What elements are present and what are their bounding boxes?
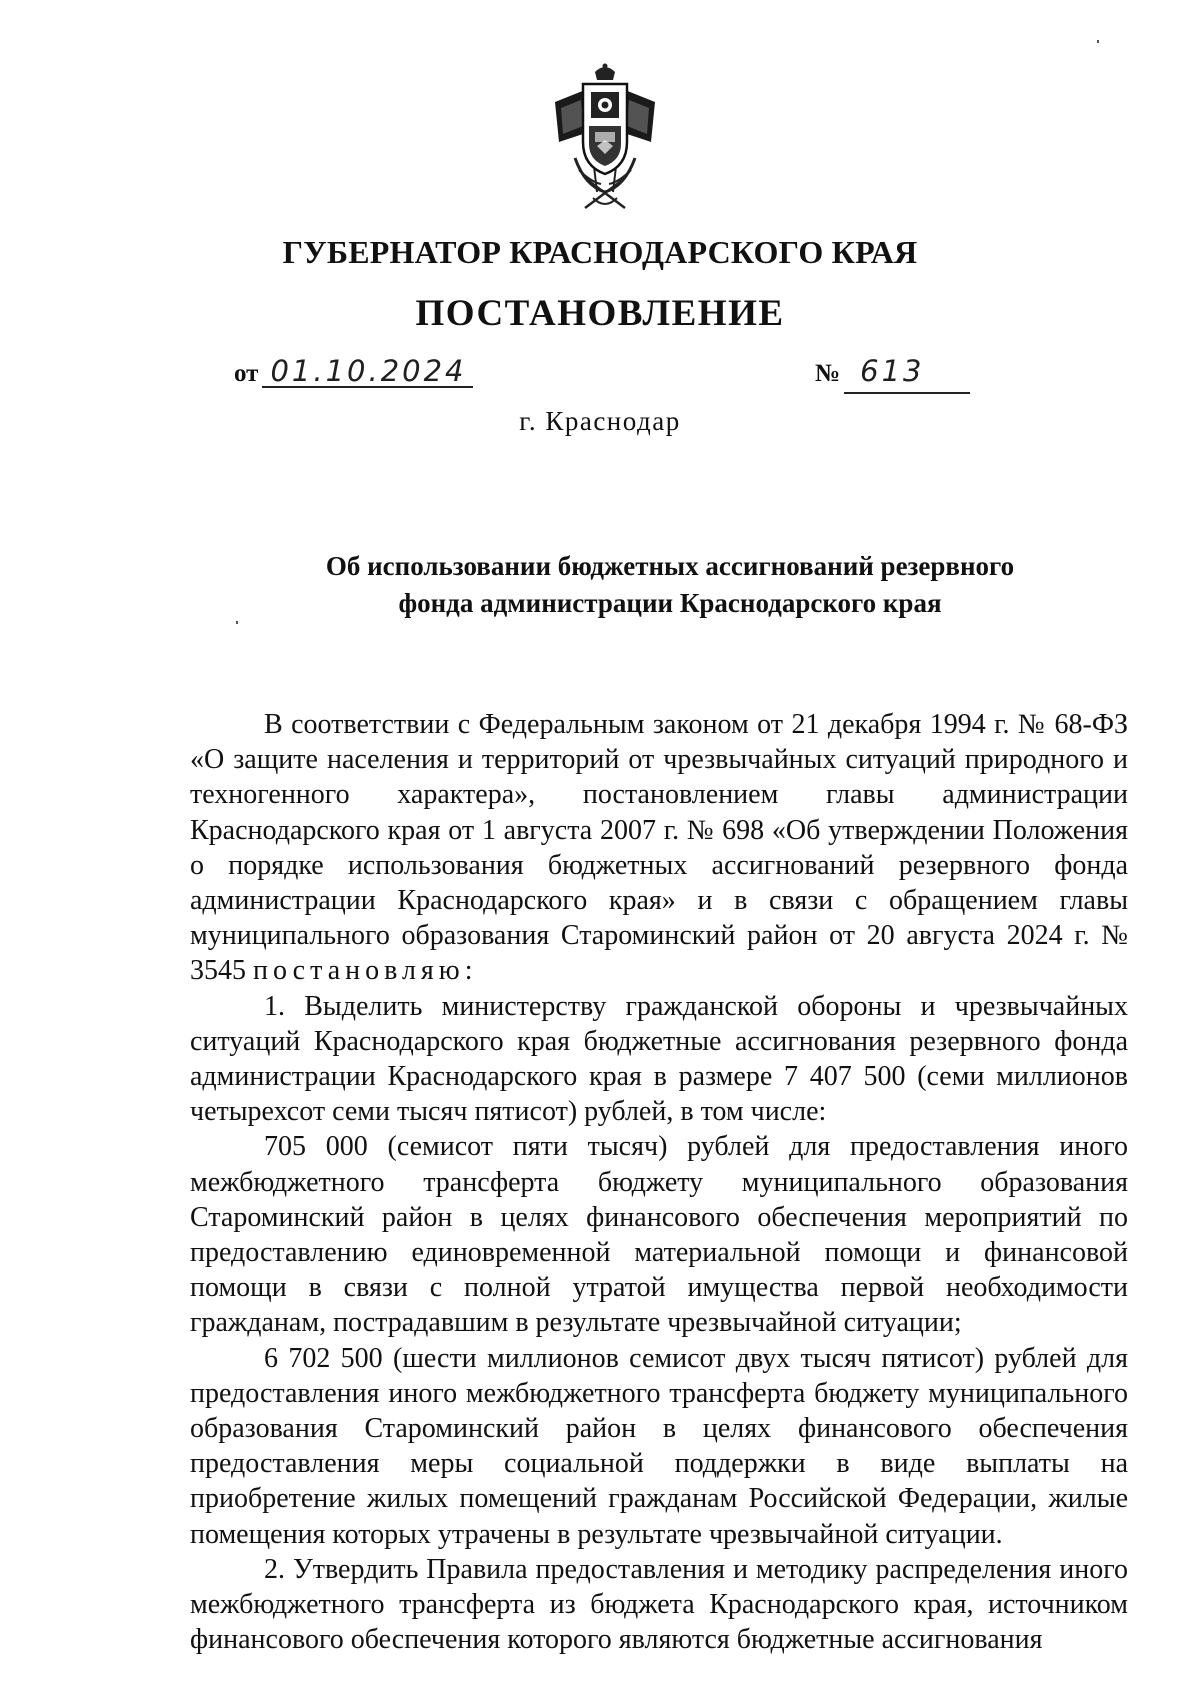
document-date [234, 356, 494, 396]
date-value: 01.10.2024 [262, 356, 472, 388]
place-of-issue: г. Краснодар [519, 406, 681, 436]
scan-speck [236, 621, 238, 624]
document-type-heading: ПОСТАНОВЛЕНИЕ [415, 293, 785, 334]
paragraph-preamble [190, 707, 1128, 989]
number-label: № [815, 360, 841, 387]
document-number [815, 356, 995, 396]
title-line-2: фонда администрации Краснодарского края [398, 588, 942, 618]
paragraph-item-2: 2. Утвердить Правила предоставления и методику распределения иного межбюджетного трансферта из бюджета Краснодарского края, источником финансового обеспечения которого являются бюджетные ассигнования [190, 1553, 1128, 1656]
preamble-text: В соответствии с Федеральным законом от 21 декабря 1994 г. № 68-ФЗ «О защите населения и территорий от чрезвычайных ситуаций природного и техногенного характера», постановлением главы администрации Краснодарского края от 1 августа 2007 г. № 698 «Об утверждении Положения о порядке использования бюджетных ассигнований резервного фонда администрации Краснодарского края» и в связи с обращением главы муниципального образования Староминский район от 20 августа 2024 г. № 3545 [190, 709, 1128, 987]
scan-speck [1097, 40, 1099, 43]
paragraph-item-1: 1. Выделить министерству гражданской обороны и чрезвычайных ситуаций Краснодарского края бюджетные ассигнования резервного фонда администрации Краснодарского края в размере 7 407 500 (семи миллионов четырехсот семи тысяч пятисот) рублей, в том числе: [190, 990, 1128, 1128]
date-label: от [234, 360, 259, 387]
number-field [844, 356, 970, 394]
title-line-1: Об использовании бюджетных ассигнований резервного [325, 551, 1015, 581]
paragraph-allocation-1: 705 000 (семисот пяти тысяч) рублей для предоставления иного межбюджетного трансферта бюджету муниципального образования Староминский район в целях финансового обеспечения мероприятий по предоставлению единовременной материальной помощи и финансовой помощи в связи с полной утратой имущества первой необходимости гражданам, пострадавшим в результате чрезвычайной ситуации; [190, 1131, 1128, 1339]
paragraph-allocation-2: 6 702 500 (шести миллионов семисот двух тысяч пятисот) рублей для предоставления иного межбюджетного трансферта бюджету муниципального образования Староминский район в целях финансового обеспечения предоставления меры социальной поддержки в виде выплаты на приобретение жилых помещений гражданам Российской Федерации, жилые помещения которых утрачены в результате чрезвычайной ситуации. [190, 1342, 1128, 1550]
number-value: 613 [860, 354, 925, 388]
document-body [190, 707, 1128, 1657]
preamble-decree-word: постановляю: [253, 955, 478, 987]
document-title [270, 548, 1070, 622]
authority-heading: ГУБЕРНАТОР КРАСНОДАРСКОГО КРАЯ [282, 234, 918, 270]
krasnodar-coat-of-arms-icon [545, 62, 665, 212]
